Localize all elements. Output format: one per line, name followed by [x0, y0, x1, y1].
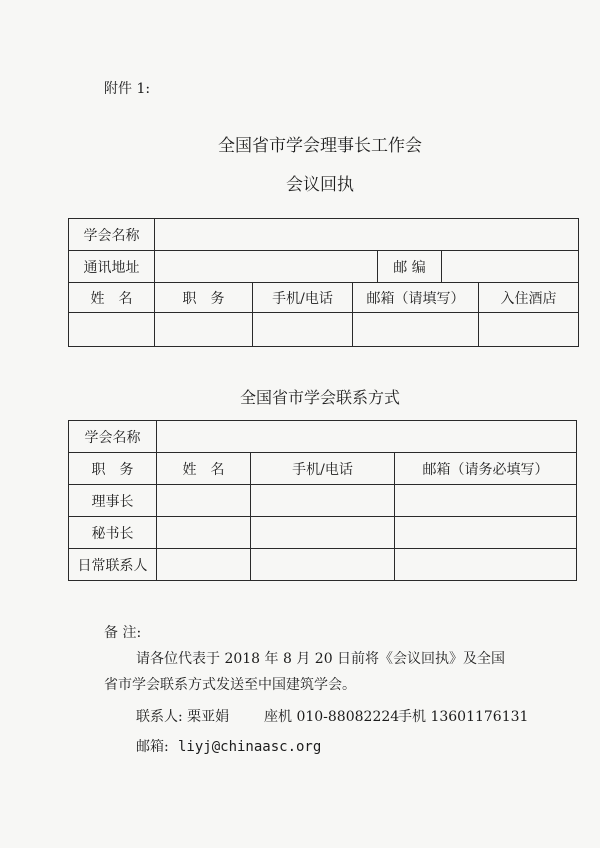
column-header-email: 邮箱（请填写）	[353, 283, 479, 313]
chairman-email-field[interactable]	[395, 485, 577, 517]
column-header-phone: 手机/电话	[253, 283, 353, 313]
contact-column-email: 邮箱（请务必填写）	[395, 453, 577, 485]
contact-column-phone: 手机/电话	[251, 453, 395, 485]
phone-field[interactable]	[253, 313, 353, 347]
contact-row-secretary	[69, 517, 577, 549]
email-address[interactable]: liyj@chinaasc.org	[178, 739, 322, 755]
chairman-name-field[interactable]	[157, 485, 251, 517]
name-field[interactable]	[69, 313, 155, 347]
contact-section-title: 全国省市学会联系方式	[239, 388, 400, 407]
document-title: 全国省市学会理事长工作会	[218, 136, 422, 156]
reply-entry-row	[69, 313, 579, 347]
society-name-field[interactable]	[155, 219, 579, 251]
hotel-field[interactable]	[479, 313, 579, 347]
contact-society-row	[69, 421, 577, 453]
document-subtitle: 会议回执	[286, 175, 354, 195]
role-label-secretary: 秘书长	[69, 517, 157, 549]
role-label-daily-contact: 日常联系人	[69, 549, 157, 581]
contact-header-row	[69, 453, 577, 485]
notes-heading: 备 注:	[104, 625, 142, 641]
reply-header-row	[69, 283, 579, 313]
contact-society-label: 学会名称	[69, 421, 157, 453]
daily-contact-name-field[interactable]	[157, 549, 251, 581]
contact-row-chairman	[69, 485, 577, 517]
address-row	[69, 251, 579, 283]
secretary-name-field[interactable]	[157, 517, 251, 549]
notes-body-line2: 省市学会联系方式发送至中国建筑学会。	[104, 677, 356, 693]
society-name-label: 学会名称	[69, 219, 155, 251]
email-field[interactable]	[353, 313, 479, 347]
chairman-phone-field[interactable]	[251, 485, 395, 517]
contact-column-position: 职 务	[69, 453, 157, 485]
society-name-row	[69, 219, 579, 251]
column-header-hotel: 入住酒店	[479, 283, 579, 313]
email-label: 邮箱:	[136, 739, 169, 755]
notes-body-line1: 请各位代表于 2018 年 8 月 20 日前将《会议回执》及全国	[136, 651, 506, 667]
position-field[interactable]	[155, 313, 253, 347]
column-header-position: 职 务	[155, 283, 253, 313]
column-header-name: 姓 名	[69, 283, 155, 313]
contact-person: 联系人: 栗亚娟	[136, 709, 230, 725]
mobile-number: 手机 13601176131	[398, 709, 529, 725]
address-label: 通讯地址	[69, 251, 155, 283]
daily-contact-email-field[interactable]	[395, 549, 577, 581]
contact-row-daily	[69, 549, 577, 581]
role-label-chairman: 理事长	[69, 485, 157, 517]
reply-form-table	[68, 218, 579, 347]
attachment-label: 附件 1:	[104, 81, 151, 97]
daily-contact-phone-field[interactable]	[251, 549, 395, 581]
secretary-phone-field[interactable]	[251, 517, 395, 549]
contact-column-name: 姓 名	[157, 453, 251, 485]
postcode-label: 邮 编	[378, 251, 442, 283]
landline-number: 座机 010-88082224	[264, 709, 400, 725]
secretary-email-field[interactable]	[395, 517, 577, 549]
postcode-field[interactable]	[442, 251, 579, 283]
contact-society-field[interactable]	[157, 421, 577, 453]
contact-form-table	[68, 420, 577, 581]
address-field[interactable]	[155, 251, 378, 283]
